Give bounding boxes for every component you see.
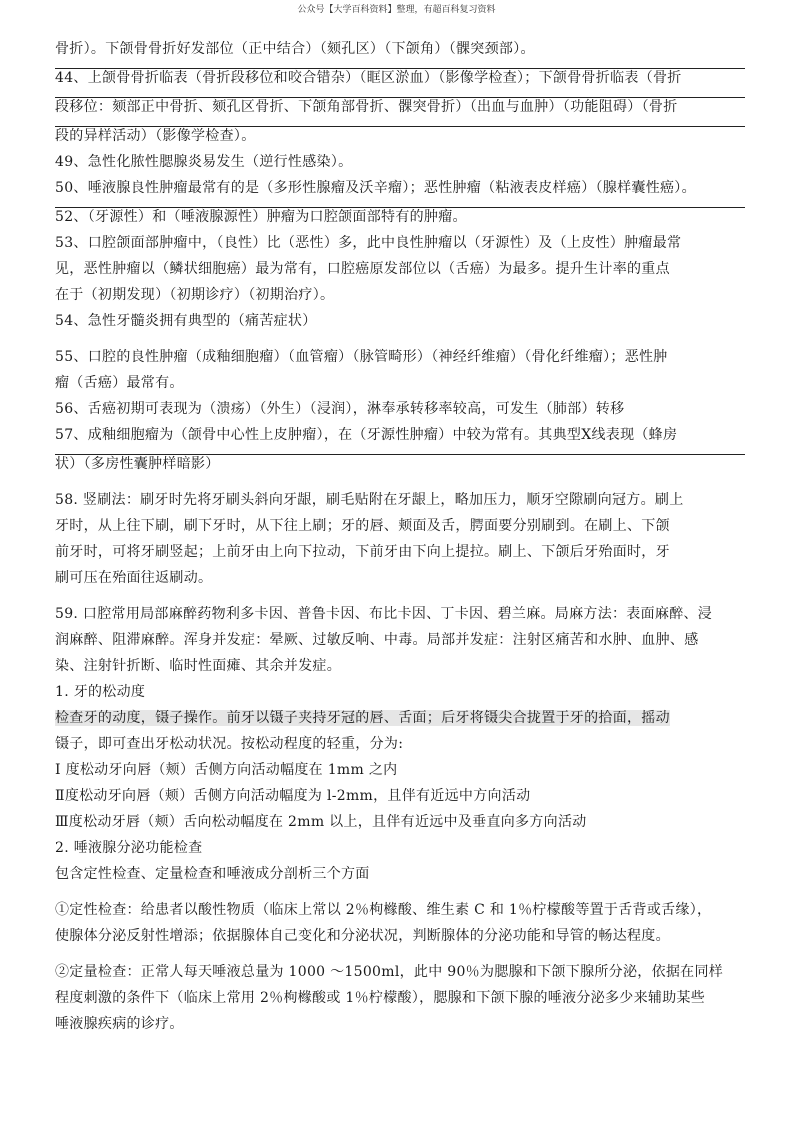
text-line: 唾液腺疾病的诊疗。 (55, 1016, 184, 1032)
text-line: 镊子，即可查出牙松动状况。按松动程度的轻重，分为: (55, 736, 404, 752)
section-heading: 2. 唾液腺分泌功能检查 (55, 840, 203, 856)
text-line: I 度松动牙向唇（颊）舌侧方向活动幅度在 1mm 之内 (55, 762, 398, 778)
text-line: 在于（初期发现）（初期诊疗）（初期治疗）。 (55, 287, 335, 303)
page-header: 公众号【大学百科资料】整理，有超百科复习资料 (297, 5, 496, 15)
text-line: 染、注射针折断、临时性面瘫、其余并发症。 (55, 658, 341, 674)
highlighted-text: 检查牙的动度，镊子操作。前牙以镊子夹持牙冠的唇、舌面；后牙将镊尖合拢置于牙的拾面，摇动 (55, 710, 670, 726)
text-line: 50、唾液腺良性肿瘤最常有的是（多形性腺瘤及沃辛瘤）；恶性肿瘤（粘液表皮样癌）（腺样囊性癌）。 (55, 179, 745, 208)
text-line: 54、急性牙髓炎拥有典型的（痛苦症状） (55, 313, 317, 329)
text-line: 59. 口腔常用局部麻醉药物利多卡因、普鲁卡因、布比卡因、丁卡因、碧兰麻。局麻方法：表面麻醉、浸 (55, 606, 713, 622)
text-line: Ⅱ度松动牙向唇（颊）舌侧方向活动幅度为 l-2mm，且伴有近远中方向活动 (55, 788, 531, 804)
text-line: 润麻醉、阻滞麻醉。浑身并发症：晕厥、过敏反响、中毒。局部并发症：注射区痛苦和水肿、血肿、感 (55, 632, 699, 648)
text-line (55, 709, 745, 735)
text-line: 52、（牙源性）和（唾液腺源性）肿瘤为口腔颌面部特有的肿瘤。 (55, 209, 467, 225)
text-line: 前牙时，可将牙刷竖起；上前牙由上向下拉动，下前牙由下向上提拉。刷上、下颌后牙殆面时，牙 (55, 544, 670, 560)
section-heading: 1. 牙的松动度 (55, 684, 146, 700)
text-line: Ⅲ度松动牙唇（颊）舌向松动幅度在 2mm 以上，且伴有近远中及垂直向多方向活动 (55, 814, 587, 830)
text-line: 55、口腔的良性肿瘤（成釉细胞瘤）（血管瘤）（脉管畸形）（神经纤维瘤）（骨化纤维瘤）；恶性肿 (55, 349, 668, 365)
text-line: 程度刺激的条件下（临床上常用 2％枸橼酸或 1％柠檬酸），腮腺和下颌下腺的唾液分泌多少来辅助某些 (55, 990, 706, 1006)
text-line: 58. 竖刷法：刷牙时先将牙刷头斜向牙龈，刷毛贴附在牙龈上，略加压力，顺牙空隙刷向冠方。刷上 (55, 492, 684, 508)
text-line: 56、舌癌初期可表现为（溃疡）（外生）（浸润），淋奉承转移率较高，可发生（肺部）转移 (55, 401, 625, 417)
text-line: ②定量检查：正常人每天唾液总量为 1000 ～1500ml，此中 90％为腮腺和下颌下腺所分泌，依据在同样 (55, 964, 724, 980)
text-line: 牙时，从上往下刷，刷下牙时，从下往上刷；牙的唇、颊面及舌，腭面要分别刷到。在刷上、下颌 (55, 518, 670, 534)
document-body (55, 40, 745, 1041)
text-line: 段的异样活动）（影像学检查）。 (55, 128, 256, 144)
text-line: 见，恶性肿瘤以（鳞状细胞癌）最为常有，口腔癌原发部位以（舌癌）为最多。提升生计率的重点 (55, 261, 670, 277)
text-line: 状）（多房性囊肿样暗影） (55, 456, 220, 472)
text-line: 瘤（舌癌）最常有。 (55, 375, 184, 391)
text-line: 53、口腔颌面部肿瘤中，（良性）比（恶性）多，此中良性肿瘤以（牙源性）及（上皮性）肿瘤最常 (55, 235, 682, 251)
text-line: 刷可压在殆面往返刷动。 (55, 570, 213, 586)
text-line: 使腺体分泌反射性增添；依据腺体自己变化和分泌状况，判断腺体的分泌功能和导管的畅达程度。 (55, 928, 670, 944)
text-line: 段移位：颏部正中骨折、颏孔区骨折、下颌角部骨折、髁突骨折）（出血与血肿）（功能阻碍）（骨折 (55, 98, 745, 127)
text-line: ①定性检查：给患者以酸性物质（临床上常以 2％枸橼酸、维生素 C 和 1％柠檬酸等置于舌背或舌缘）， (55, 902, 712, 918)
text-line: 44、上颌骨骨折临表（骨折段移位和咬合错杂）（眶区淤血）（影像学检查）；下颌骨骨折临表（骨折 (55, 69, 745, 98)
text-line: 57、成釉细胞瘤为（颌骨中心性上皮肿瘤），在（牙源性肿瘤）中较为常有。其典型X线表现（蜂房 (55, 426, 745, 455)
text-line: 骨折）。下颌骨骨折好发部位（正中结合）（颏孔区）（下颌角）（髁突颈部）。 (55, 40, 745, 69)
text-line: 49、急性化脓性腮腺炎易发生（逆行性感染）。 (55, 154, 353, 170)
text-line: 包含定性检查、定量检查和唾液成分剖析三个方面 (55, 866, 370, 882)
